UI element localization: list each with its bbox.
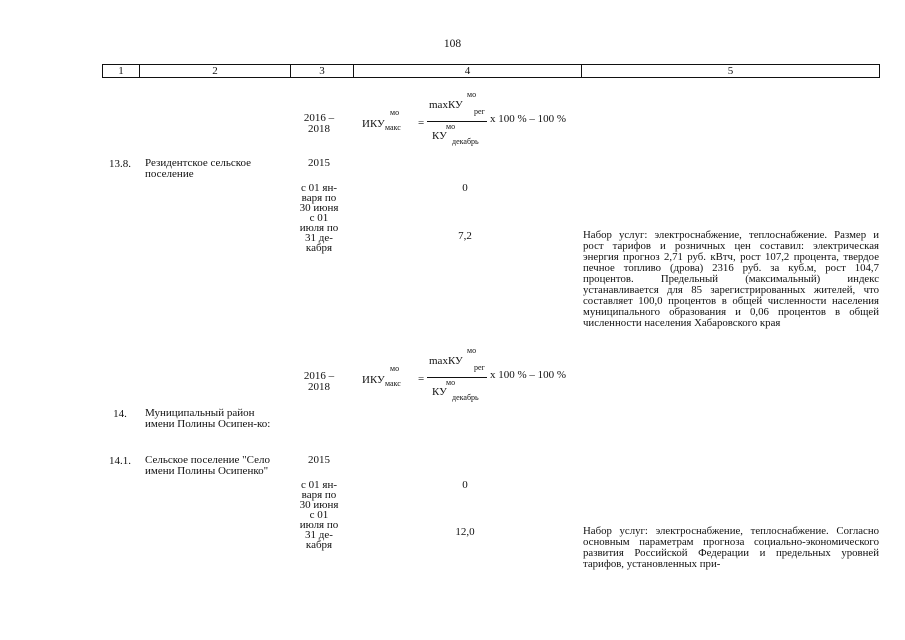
column-header-1: 1 [118,65,124,77]
description-13-8: Набор услуг: электроснабжение, теплоснабжение. Размер и рост тарифов и розничных цен составил: электрическая энергия прогноз 2,71 руб. кВтч, рост 107,2 процента, твердое печное топливо (дрова) 2316 руб. за куб.м, рост 104,7 процентов. Предельный (максимальный) индекс устанавливается для 85 зарегистрированных жителей, что составляет 100,0 процентов в общей численности населения муниципального образования и 0,06 процентов в общей численности населения Хабаровского края [583,229,879,329]
column-header-5: 5 [727,65,734,77]
column-header-4: 4 [464,65,471,77]
period-jul-dec-b: с 01 июля по 31 де- кабря [299,509,339,551]
value-14-1-h2: 12,0 [455,526,475,538]
period-jul-dec-a: с 01 июля по 31 де- кабря [299,212,339,254]
value-13-8-h2: 7,2 [458,230,472,242]
column-header-3: 3 [319,65,325,77]
row-name-14: Муниципальный район имени Полины Осипен-ко: [145,407,271,430]
period-jan-jun-a: с 01 ян- варя по 30 июня [299,182,339,214]
description-14-1: Набор услуг: электроснабжение, теплоснабжение. Согласно основным параметрам прогноза социально-экономического развития Российской Федерации и предельных уровней тарифов, установленных при- [583,525,879,570]
table-header [102,64,880,78]
row-name-13-8: Резидентское сельское поселение [145,157,252,180]
page-number: 108 [443,38,462,50]
row-number-14: 14. [113,408,127,420]
row-name-14-1: Сельское поселение "Село имени Полины Осипенко" [145,454,270,477]
value-13-8-h1: 0 [462,182,468,194]
period-2016-2018-b: 2016 – 2018 [303,370,335,393]
year-2015-b: 2015 [308,454,330,466]
value-14-1-h1: 0 [462,479,468,491]
formula-index-a: мо ИКУ макс = мо maxКУ рег мо КУ декабрь x 100 % – 100 % [362,90,567,146]
period-2016-2018-a: 2016 – 2018 [303,112,335,135]
year-2015-a: 2015 [308,157,330,169]
formula-index-b: мо ИКУ макс = мо maxКУ рег мо КУ декабрь x 100 % – 100 % [362,346,567,402]
row-number-13-8: 13.8. [109,158,131,170]
row-number-14-1: 14.1. [109,455,131,467]
column-header-2: 2 [212,65,218,77]
period-jan-jun-b: с 01 ян- варя по 30 июня [299,479,339,511]
